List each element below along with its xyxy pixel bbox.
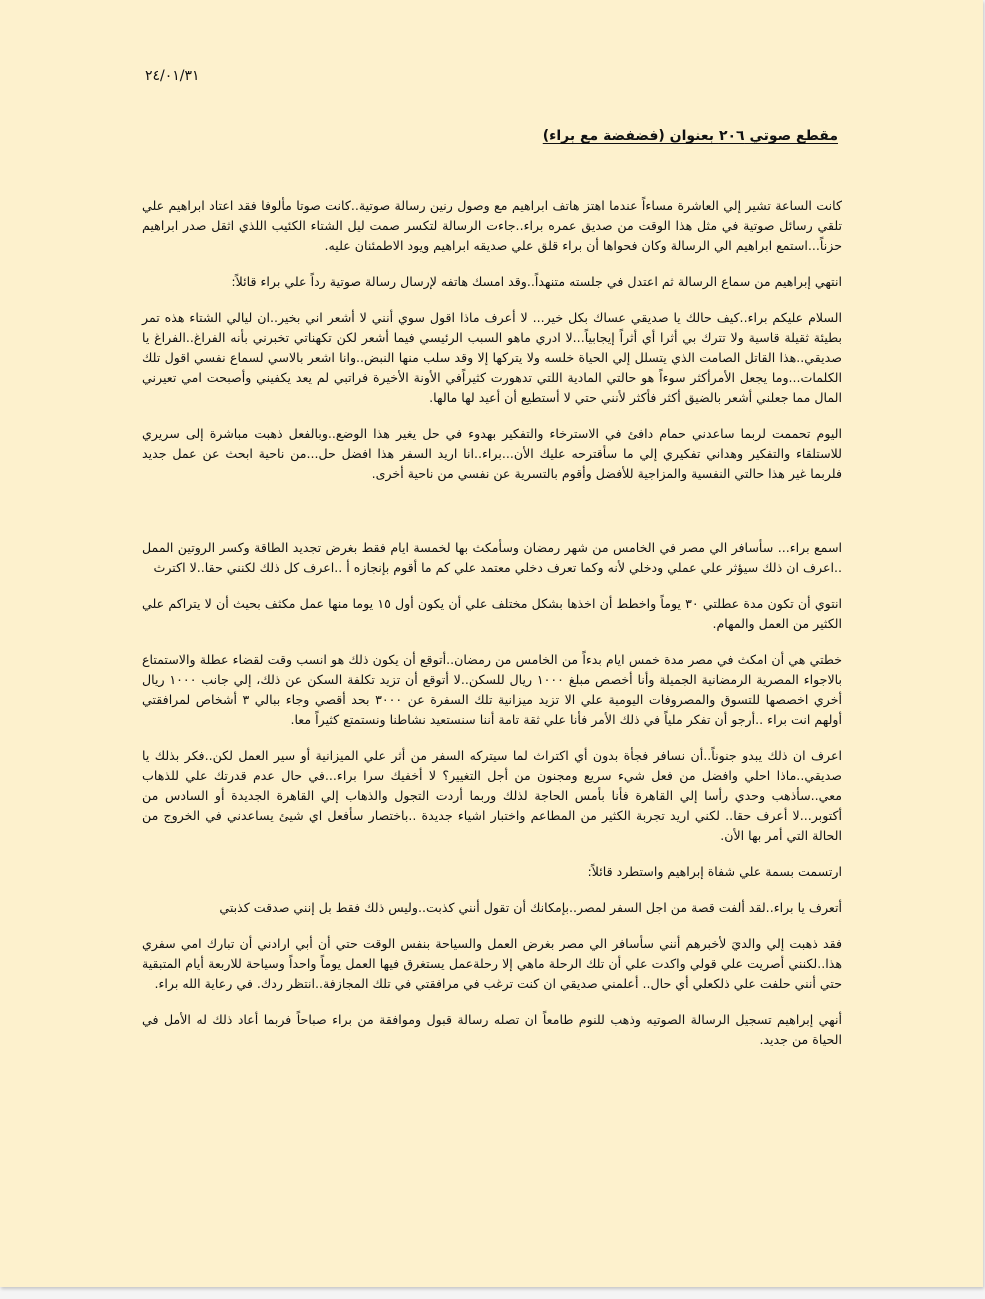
document-date: ٢٤/٠١/٣١ bbox=[145, 68, 200, 84]
paragraph-5: اسمع براء... سأسافر الي مصر في الخامس من شهر رمضان وسأمكث بها لخمسة ايام فقط بغرض تجديد الطاقة وكسر الروتين الممل ..اعرف ان ذلك سيؤثر علي عملي ودخلي لأنه وكما تعرف دخلي معتمد علي كم ما أقوم بإنجازه أ ..اعرف كل ذلك لكنني حقا..لا اكترث bbox=[142, 540, 842, 575]
document-title-text: مقطع صوتي ٢٠٦ بعنوان (فضفضة مع براء) bbox=[542, 128, 838, 144]
paragraph-12: أنهي إبراهيم تسجيل الرسالة الصوتيه وذهب للنوم طامعاً ان تصله رسالة قبول وموافقة من براء صباحاً فربما أعاد ذلك له الأمل في الحياة من جديد. bbox=[142, 1012, 842, 1047]
document-body bbox=[142, 196, 842, 1066]
paragraph-1: كانت الساعة تشير إلي العاشرة مساءاً عندما اهتز هاتف ابراهيم مع وصول رنين رسالة صوتية..كانت صوتا مألوفا فقد اعتاد ابراهيم علي تلقي رسائل صوتية في مثل هذا الوقت من صديق عمره براء..جاءت الرسالة لتكسر صمت ليل الشتاء الكئيب اللذي اثقل صدر ابراهيم حزناً...استمع ابراهيم الي الرسالة وكان فحواها أن براء قلق علي صديقه ابراهيم ويود الاطمئنان عليه. bbox=[142, 198, 842, 253]
paragraph-10: أتعرف يا براء..لقد ألفت قصة من اجل السفر لمصر..بإمكانك أن تقول أنني كذبت..وليس ذلك فقط بل إنني صدقت كذبتي bbox=[219, 900, 842, 915]
paragraph-3: السلام عليكم براء..كيف حالك يا صديقي عساك بكل خير... لا أعرف ماذا اقول سوي أنني لا أشعر اني بخير..ان ليالي الشتاء هذه تمر بطيئة ثقيلة قاسية ولا تترك بي أثرا أي أثراً إيجابياً...لا ادري ماهو السبب الرئيسي فيما أشعر لكن تكهناتي تخبرني بأنه الفراغ..الفراغ يا صديقي..هذا القاتل الصامت الذي يتسلل إلي الحياة خلسه ولا يتركها إلا وقد سلب منها النبض..وانا اشعر بالاسي لسماع نفسي اقول تلك الكلمات...وما يجعل الأمرأكثر سوءاً هو حالتي المادية اللتي تدهورت كثيراًفي الأونة الأخيرة فراتبي لم يعد يكفيني وأصبحت امي تعيرني المال مما جعلني أشعر بالضيق أكثر فأكثر لأنني حتي لا أستطيع أن أعيد لها مالها. bbox=[142, 310, 842, 405]
paragraph-2: انتهي إبراهيم من سماع الرسالة ثم اعتدل في جلسته متنهداً..وقد امسك هاتفه لإرسال رسالة صوتية رداً علي براء قائلاً: bbox=[231, 274, 842, 289]
document-title bbox=[138, 128, 838, 144]
paragraph-9: ارتسمت بسمة علي شفاة إبراهيم واستطرد قائلاً: bbox=[587, 864, 842, 879]
paragraph-11: فقد ذهبت إلي والديَ لأخبرهم أنني سأسافر الي مصر بغرض العمل والسياحة بنفس الوقت حتي أن أبي ارادني أن تبارك امي سفري هذا..لكنني أصريت علي قولي واكدت علي أن تلك الرحلة ماهي إلا رحلةعمل يستغرق فيها العمل يوماً واحداً وسياحة للاربعة أيام المتبقية حتي أنني حلفت علي ذلكعلي أي حال.. أعلمني صديقي ان كنت ترغب في مرافقتي في تلك المجازفة..انتظر ردك. في رعاية الله براء. bbox=[142, 936, 842, 991]
paragraph-4: اليوم تحممت لربما ساعدني حمام دافئ في الاسترخاء والتفكير بهدوء في حل يغير هذا الوضع..وبالفعل ذهبت مباشرة إلى سريري للاستلقاء والتفكير وهداني تفكيري إلي ما سأقترحه عليك الأن...براء..انا اريد السفر هذا افضل حل...من ناحية ابحث عن عمل جديد فلربما غير هذا حالتي النفسية والمزاجية للأفضل وأقوم بالتسرية عن نفسي من ناحية أخرى. bbox=[142, 426, 842, 481]
paragraph-6: انتوي أن تكون مدة عطلتي ٣٠ يوماً واخطط أن اخذها بشكل مختلف علي أن يكون أول ١٥ يوما منها عمل مكثف بحيث أن لا يتراكم علي الكثير من العمل والمهام. bbox=[142, 596, 842, 631]
paragraph-7: خطتي هي أن امكث في مصر مدة خمس ايام بدءاً من الخامس من رمضان..أتوقع أن يكون ذلك هو انسب وقت لقضاء عطلة والاستمتاع بالاجواء المصرية الرمضانية الجميلة وأنا أخصص مبلغ ١٠٠٠ ريال للسكن..لا أتوقع أن تزيد تكلفة السكن عن ذلك، إلي جانب ١٠٠٠ ريال أخري اخصصها للتسوق والمصروفات اليومية علي الا تزيد ميزانية تلك السفرة عن ٣٠٠٠ بحد أقصي وجاء ببالي ٣ أشخاص لمرافقتي أولهم انت براء ..أرجو أن تفكر ملياً في ذلك الأمر فأنا علي ثقة تامة أننا سنستعيد نشاطنا ونستمتع كثيراً معا. bbox=[142, 652, 842, 727]
paragraph-8: اعرف ان ذلك يبدو جنوناً..أن نسافر فجأة بدون أي اكتراث لما سيتركه السفر من أثر علي الميزانية أو سير العمل لكن..فكر بذلك يا صديقي..ماذا احلي وافضل من فعل شيء سريع ومجنون من أجل التغيير؟ لا أخفيك سرا براء...في حال عدم قدرتك علي للذهاب معي..سأذهب وحدي رأسا إلي القاهرة فأنا بأمس الحاجة لذلك وربما أردت التجول والذهاب إلي القاهرة الجديدة أو السادس من أكتوبر...لا أعرف حقا.. لكني اريد تجربة الكثير من المطاعم واختبار اشياء جديدة ..باختصار سأفعل اي شيئ يساعدني في الخروج من الحالة التي أمر بها الأن. bbox=[142, 748, 842, 843]
